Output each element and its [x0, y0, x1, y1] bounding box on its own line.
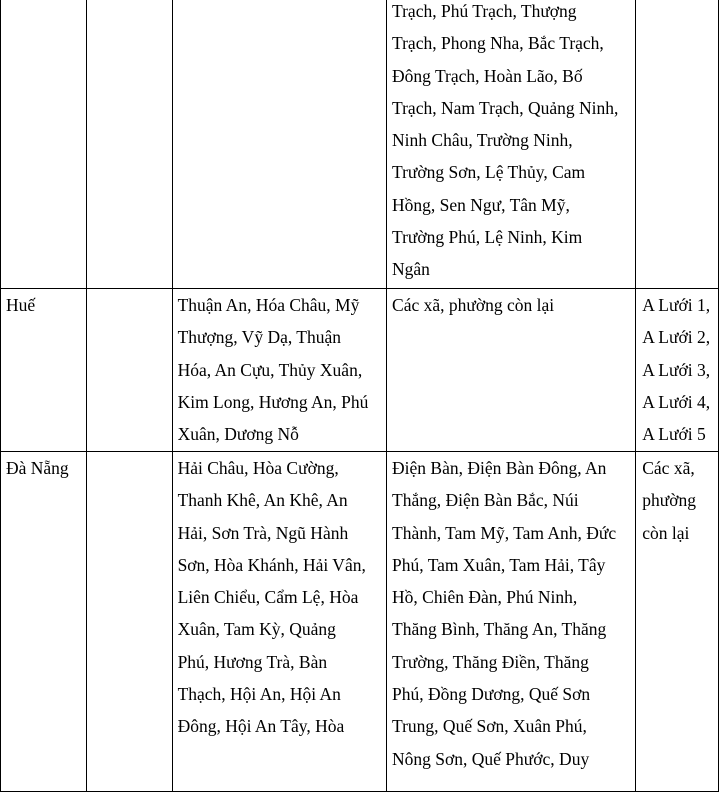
cell-line: Các xã, phường còn lại — [392, 295, 555, 315]
wards-remote-cell — [636, 452, 719, 792]
cell-line: Thượng, Vỹ Dạ, Thuận — [177, 327, 341, 348]
cell-line: Các xã, — [642, 458, 695, 478]
province-cell — [1, 452, 87, 792]
cell-line: Thắng, Điện Bàn Bắc, Núi — [392, 490, 579, 511]
cell-line: Trường Sơn, Lệ Thủy, Cam — [392, 162, 586, 183]
province-name: Đà Nẵng — [6, 458, 69, 478]
wards-urban-cell — [172, 289, 386, 452]
cell-line: Phú, Tam Xuân, Tam Hải, Tây — [392, 554, 606, 575]
cell-line: Thạch, Hội An, Hội An — [177, 684, 341, 705]
cell-line: A Lưới 3, — [642, 359, 711, 380]
wards-other-cell — [387, 289, 636, 452]
cell-line: Trường Phú, Lệ Ninh, Kim — [392, 227, 583, 248]
cell-line: Đông Trạch, Hoàn Lão, Bố — [392, 65, 583, 86]
cell-line: Phú, Đồng Dương, Quế Sơn — [392, 684, 591, 705]
table-row — [1, 452, 719, 792]
table-row — [1, 289, 719, 452]
empty-cell — [86, 452, 172, 792]
cell-line: A Lưới 5 — [642, 424, 706, 445]
province-cell — [1, 289, 87, 452]
province-cell — [1, 0, 87, 289]
cell-line: Xuân, Dương Nỗ — [177, 424, 299, 445]
cell-line: Thuận An, Hóa Châu, Mỹ — [177, 295, 360, 315]
empty-cell — [86, 0, 172, 289]
cell-line: Xuân, Tam Kỳ, Quảng — [177, 619, 336, 640]
wards-remote-cell — [636, 0, 719, 289]
table-body — [1, 0, 719, 792]
cell-line: Trường, Thăng Điền, Thăng — [392, 651, 589, 672]
wards-urban-cell — [172, 452, 386, 792]
cell-line: phường — [642, 490, 696, 511]
cell-line: A Lưới 2, — [642, 327, 711, 348]
table-row — [1, 0, 719, 289]
wards-remote-cell — [636, 289, 719, 452]
cell-line: Thanh Khê, An Khê, An — [177, 490, 348, 511]
cell-line: Sơn, Hòa Khánh, Hải Vân, — [177, 554, 366, 575]
cell-line: Thành, Tam Mỹ, Tam Anh, Đức — [392, 522, 617, 543]
cell-line: Nông Sơn, Quế Phước, Duy — [392, 748, 590, 769]
cell-line: A Lưới 1, — [642, 295, 711, 315]
cell-line: Trạch, Phong Nha, Bắc Trạch, — [392, 33, 604, 54]
cell-line: Hồng, Sen Ngư, Tân Mỹ, — [392, 194, 570, 215]
cell-line: Trung, Quế Sơn, Xuân Phú, — [392, 716, 587, 737]
cell-line: A Lưới 4, — [642, 391, 711, 412]
cell-line: Ngân — [392, 259, 430, 280]
wards-other-cell — [387, 452, 636, 792]
cell-line: Hải Châu, Hòa Cường, — [177, 458, 339, 478]
cell-line: Kim Long, Hương An, Phú — [177, 391, 369, 412]
cell-line: Ninh Châu, Trường Ninh, — [392, 130, 573, 151]
wards-urban-cell — [172, 0, 386, 289]
cell-line: còn lại — [642, 522, 690, 543]
empty-cell — [86, 289, 172, 452]
cell-line: Phú, Hương Trà, Bàn — [177, 651, 328, 672]
cell-line: Liên Chiểu, Cẩm Lệ, Hòa — [177, 587, 359, 608]
cell-line: Thăng Bình, Thăng An, Thăng — [392, 619, 607, 640]
wards-other-cell — [387, 0, 636, 289]
cell-line: Điện Bàn, Điện Bàn Đông, An — [392, 458, 607, 478]
cell-line: Trạch, Phú Trạch, Thượng — [392, 1, 577, 21]
cell-line: Hồ, Chiên Đàn, Phú Ninh, — [392, 587, 578, 608]
cell-line: Trạch, Nam Trạch, Quảng Ninh, — [392, 97, 619, 118]
cell-line: Hóa, An Cựu, Thủy Xuân, — [177, 359, 363, 380]
cell-line: Đông, Hội An Tây, Hòa — [177, 716, 345, 737]
province-name: Huế — [6, 295, 36, 315]
cell-line: Hải, Sơn Trà, Ngũ Hành — [177, 522, 349, 543]
